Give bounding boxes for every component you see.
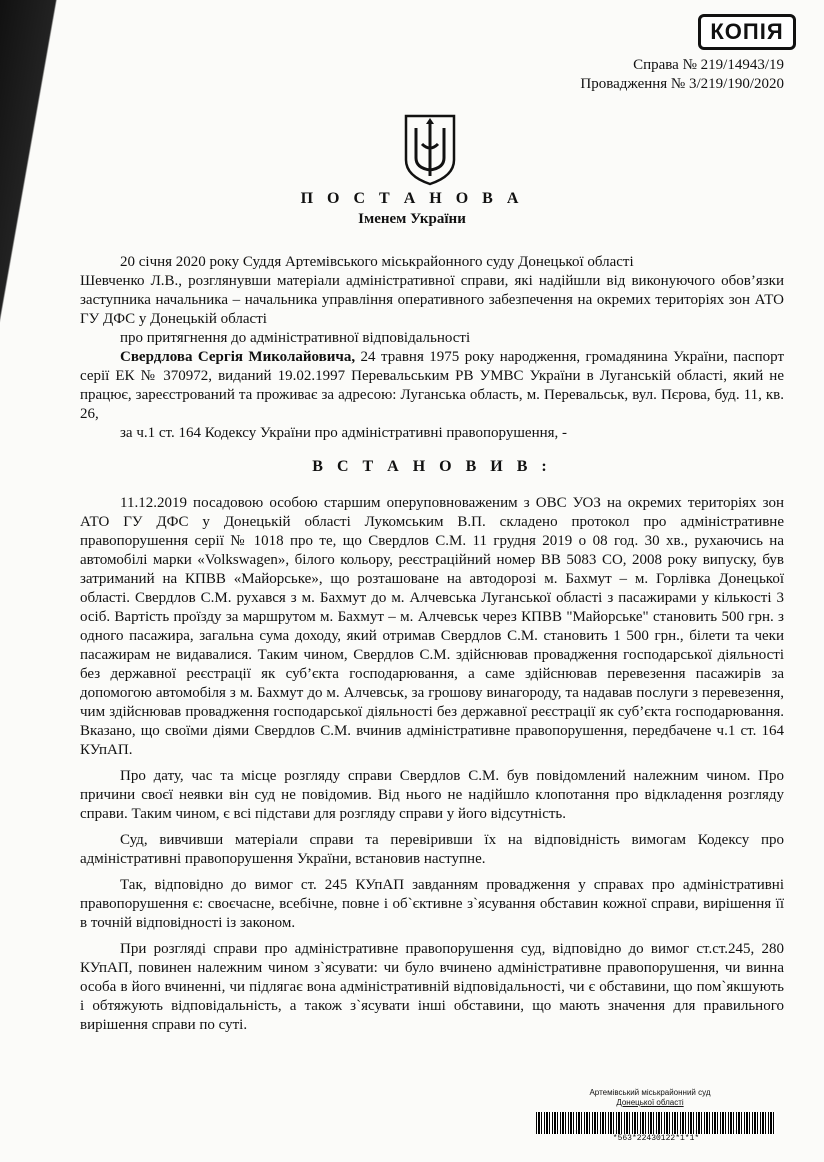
person-paragraph bbox=[80, 348, 784, 424]
document-body bbox=[80, 253, 784, 1035]
intro-text: Шевченко Л.В., розглянувши матеріали адміністративної справи, які надійшли від виконуючого обов’язки заступника начальника – начальника управління оперативного забезпечення на окремих територіях зон АТО ГУ ДФС у Донецькій області bbox=[80, 273, 784, 327]
barcode-text: *563*22430122*1*1* bbox=[612, 1134, 700, 1143]
subject-line: про притягнення до адміністративної відповідальності bbox=[120, 330, 471, 346]
document-subtitle: Іменем України bbox=[358, 211, 466, 227]
case-info bbox=[580, 56, 784, 94]
paragraph-2: Про дату, час та місце розгляду справи Свердлов С.М. був повідомлений належним чином. Про причини своєї неявки він суд не повідомив. Від нього не надійшло клопотання про відкладення розгляду справи. Таким чином, є всі підстави для розгляду справи у його відсутність. bbox=[80, 768, 784, 822]
proceeding-number: Провадження № 3/219/190/2020 bbox=[580, 76, 784, 92]
barcode bbox=[536, 1112, 776, 1134]
court-name: Артемівський міськрайонний суд bbox=[589, 1088, 711, 1097]
date-line: 20 січня 2020 року Суддя Артемівського міськрайонного суду Донецької області bbox=[120, 254, 634, 270]
trident-coat-of-arms-icon bbox=[402, 114, 458, 186]
paragraph-3: Суд, вивчивши матеріали справи та перевіривши їх на відповідність вимогам Кодексу про адміністративні правопорушення України, встановив наступне. bbox=[80, 832, 784, 867]
person-name: Свердлова Сергія Миколайовича, bbox=[120, 349, 356, 365]
document-title: П О С Т А Н О В А bbox=[300, 190, 524, 207]
case-number: Справа № 219/14943/19 bbox=[633, 57, 784, 73]
scan-shadow bbox=[0, 0, 60, 560]
article-line: за ч.1 ст. 164 Кодексу України про адміністративні правопорушення, - bbox=[120, 425, 568, 441]
paragraph-5: При розгляді справи про адміністративне правопорушення суд, відповідно до вимог ст.ст.245, 280 КУпАП, повинен належним чином з`ясувати: чи було вчинено адміністративне правопорушення, чи винна особа в його вчиненні, чи підлягає вона адміністративній відповідальності, чи є обставини, що пом`якшують і обтяжують відповідальність, а також з`ясувати інші обставини, що мають значення для правильного вирішення справи по суті. bbox=[80, 941, 784, 1033]
section-heading: В С Т А Н О В И В : bbox=[312, 458, 552, 475]
court-footer bbox=[530, 1088, 770, 1108]
court-region: Донецької області bbox=[616, 1098, 684, 1107]
paragraph-1: 11.12.2019 посадовою особою старшим оперуповноваженим з ОВС УОЗ на окремих територіях зон АТО ГУ ДФС у Донецькій області Лукомським В.П. складено протокол про адміністративне правопорушення серії № 1018 про те, що Свердлов С.М. 11 грудня 2019 о 08 год. 30 хв., рухаючись на автомобілі марки «Volkswagen», білого кольору, реєстраційний номер ВВ 5083 СО, 2008 року випуску, був затриманий на КПВВ «Майорське», що розташоване на автодорозі м. Бахмут – м. Горлівка Донецької області. Свердлов С.М. рухався з м. Бахмут до м. Алчевська Луганської області з пасажирами у кількості 3 осіб. Вартість проїзду за маршрутом м. Бахмут – м. Алчевськ через КПВВ "Майорське" становить 500 грн. з одного пасажира, загальна сума доходу, який отримав Свердлов С.М. становить 1 500 грн., білети та чеки пасажирам не видавалися. Таким чином, Свердлов С.М. здійснював провадження господарської діяльності без державної реєстрації як суб’єкта господарювання, а саме здійснював перевезення пасажирів за допомогою автомобіля з м. Бахмут до м. Алчевськ, за грошову винагороду, та надавав послуги з перевезення, чим здійснював провадження господарської діяльності без державної реєстрації як суб’єкта господарювання. Вказано, що своїми діями Свердлов С.М. вчинив адміністративне правопорушення, передбачене ч.1 ст. 164 КУпАП. bbox=[80, 495, 784, 758]
copy-stamp: КОПІЯ bbox=[698, 14, 796, 50]
person-details: 24 травня 1975 року народження, громадянина України, паспорт серії ЕК № 370972, виданий 19.02.1997 Перевальським РВ УМВС України в Луганській області, який не працює, зареєстрований та проживає за адресою: Луганська область, м. Перевальськ, вул. Пєрова, буд. 11, кв. 26, bbox=[80, 349, 784, 422]
paragraph-4: Так, відповідно до вимог ст. 245 КУпАП завданням провадження у справах про адміністративні правопорушення є: своєчасне, всебічне, повне і об`єктивне з`ясування обставин кожної справи, вирішення її в точній відповідності із законом. bbox=[80, 877, 784, 931]
